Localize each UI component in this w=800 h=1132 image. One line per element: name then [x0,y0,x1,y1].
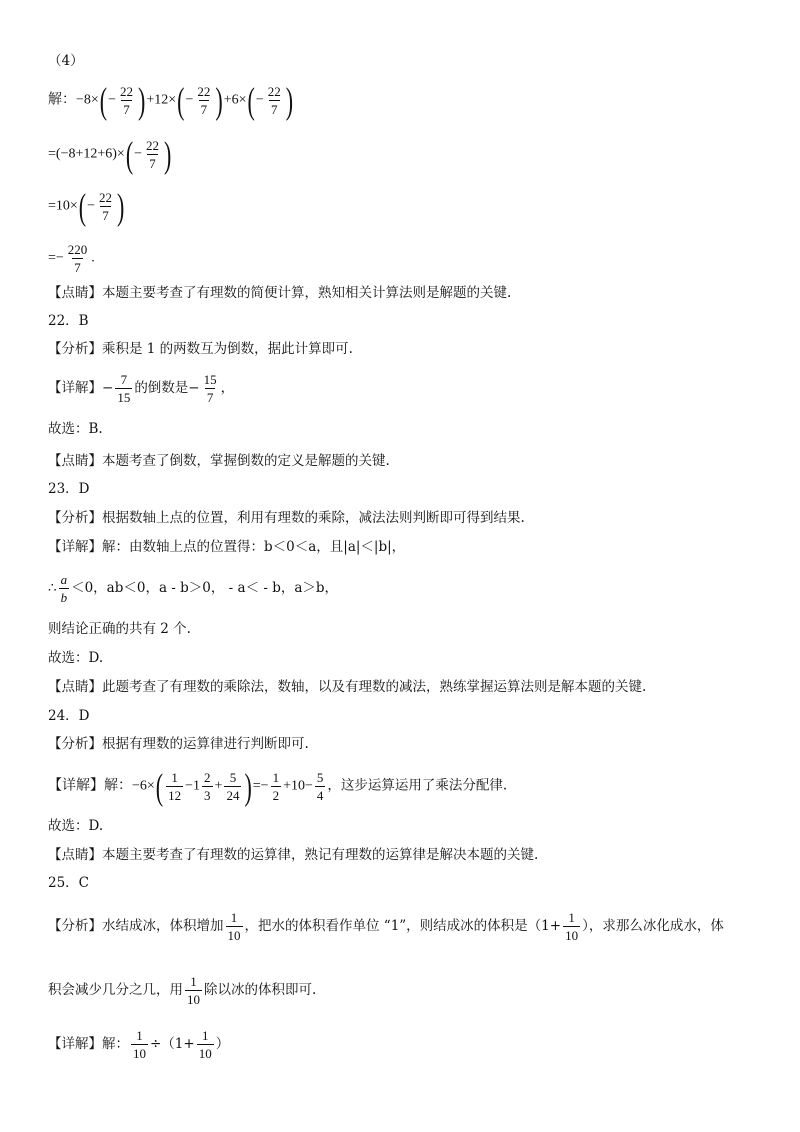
fraction: $\frac{22}{7}$ [197,84,211,117]
therefore-sign: ∴ [48,580,57,596]
neg-sign: − [255,92,264,108]
term: +10− [283,778,313,794]
fraction: $\frac{2}{3}$ [204,770,211,803]
equals: =− [252,778,269,794]
fraction: $\frac{220}{7}$ [67,242,88,275]
term: (−8+12+6)× [55,146,125,162]
detail-text: ÷（1+ [150,1036,195,1052]
fraction: $\frac{1}{10}$ [565,910,579,943]
detail-prefix: 【详解】− [48,380,114,396]
heading-23: 23．D [48,481,90,497]
heading-24: 24．D [48,708,90,724]
integer-part: −1 [185,778,201,794]
fraction: $\frac{5}{4}$ [316,770,324,803]
detail-end: ，这步运算运用了乘法分配律. [327,777,508,794]
solution-line-1 [48,78,294,121]
detail-25 [48,1028,229,1061]
comment-21: 【点睛】本题主要考查了有理数的简便计算，熟知相关计算法则是解题的关键. [48,285,512,301]
heading-22: 22．B [48,313,89,329]
detail-prefix: 【详解】解：−6× [48,778,155,794]
solution-line-3 [48,184,125,227]
term: =10× [48,198,78,214]
paren-open: ( [78,184,87,227]
jie-label: 解： [48,92,76,108]
paren-open: ( [155,764,164,807]
neg-sign: − [134,146,143,162]
term: +12× [146,92,177,108]
detail-end: ， [220,380,235,396]
heading-25: 25．C [48,875,90,891]
term: −8× [76,92,99,108]
fraction: $\frac{1}{10}$ [187,974,200,1007]
fraction: $\frac{22}{7}$ [267,84,281,117]
neg-sign: − [185,92,194,108]
inequalities: ＜0，ab＜0，a - b＞0， - a＜ - b，a＞b， [71,580,339,596]
paren-close: ) [164,132,172,175]
analysis-text: ，把水的体积看作单位 “1”，则结成冰的体积是（1+ [244,918,562,934]
comment-24: 【点睛】本题主要考查了有理数的运算律，熟记有理数的运算律是解决本题的关键. [48,847,539,863]
choice-23: 故选：D. [48,650,104,666]
solution-line-2 [48,132,172,175]
analysis-22: 【分析】乘积是 1 的两数互为倒数，据此计算即可. [48,341,353,357]
comment-23: 【点睛】此题考查了有理数的乘除法，数轴，以及有理数的减法，熟练掌握运算法则是解本题的关键. [48,679,647,695]
analysis-25 [48,910,724,943]
choice-24: 故选：D. [48,818,104,834]
fraction: $\frac{a}{b}$ [60,572,68,605]
paren-open: ( [99,78,108,121]
plus-sign: + [214,778,223,794]
fraction: $\frac{1}{10}$ [227,910,241,943]
fraction: $\frac{1}{2}$ [272,770,280,803]
term: +6× [223,92,247,108]
fraction: $\frac{5}{24}$ [226,770,240,803]
detail-text: ） [215,1036,230,1052]
paren-open: ( [177,78,185,121]
therefore-23 [48,572,338,605]
paren-close: ) [215,78,223,121]
choice-22: 故选：B. [48,421,103,437]
paren-open: ( [247,78,255,121]
term: =− [48,250,64,266]
paren-close: ) [138,78,146,121]
paren-open: ( [125,132,134,175]
fraction: $\frac{1}{10}$ [133,1028,146,1061]
analysis-25-cont [48,974,316,1007]
fraction: $\frac{22}{7}$ [120,84,134,117]
equals: = [48,146,56,162]
detail-mid: 的倒数是− [134,380,200,396]
detail-23: 【详解】解：由数轴上点的位置得：b＜0＜a，且|a|＜|b|， [48,539,406,555]
analysis-text: 积会减少几分之几，用 [48,982,183,998]
neg-sign: − [108,92,117,108]
paren-close: ) [244,764,252,807]
analysis-text: 除以冰的体积即可. [204,982,317,998]
conclusion-23: 则结论正确的共有 2 个. [48,621,191,637]
detail-prefix: 【详解】解： [48,1036,129,1052]
paren-close: ) [285,78,294,121]
detail-24 [48,764,508,807]
fraction: $\frac{22}{7}$ [99,190,113,223]
fraction: $\frac{7}{15}$ [117,372,131,405]
analysis-text: 【分析】水结成冰，体积增加 [48,918,224,934]
part-label: （4） [48,53,84,69]
fraction: $\frac{1}{12}$ [168,770,182,803]
solution-line-4 [48,242,95,275]
period: . [91,250,95,266]
detail-22 [48,372,234,405]
analysis-24: 【分析】根据有理数的运算律进行判断即可. [48,736,309,752]
neg-sign: − [87,198,96,214]
fraction: $\frac{1}{10}$ [198,1028,212,1061]
analysis-23: 【分析】根据数轴上点的位置，利用有理数的乘除，减法法则判断即可得到结果. [48,510,525,526]
paren-close: ) [117,184,125,227]
comment-22: 【点睛】本题考查了倒数，掌握倒数的定义是解题的关键. [48,453,390,469]
analysis-text: ），求那么冰化成水，体 [582,918,724,934]
fraction: $\frac{22}{7}$ [146,138,160,171]
fraction: $\frac{15}{7}$ [203,372,217,405]
